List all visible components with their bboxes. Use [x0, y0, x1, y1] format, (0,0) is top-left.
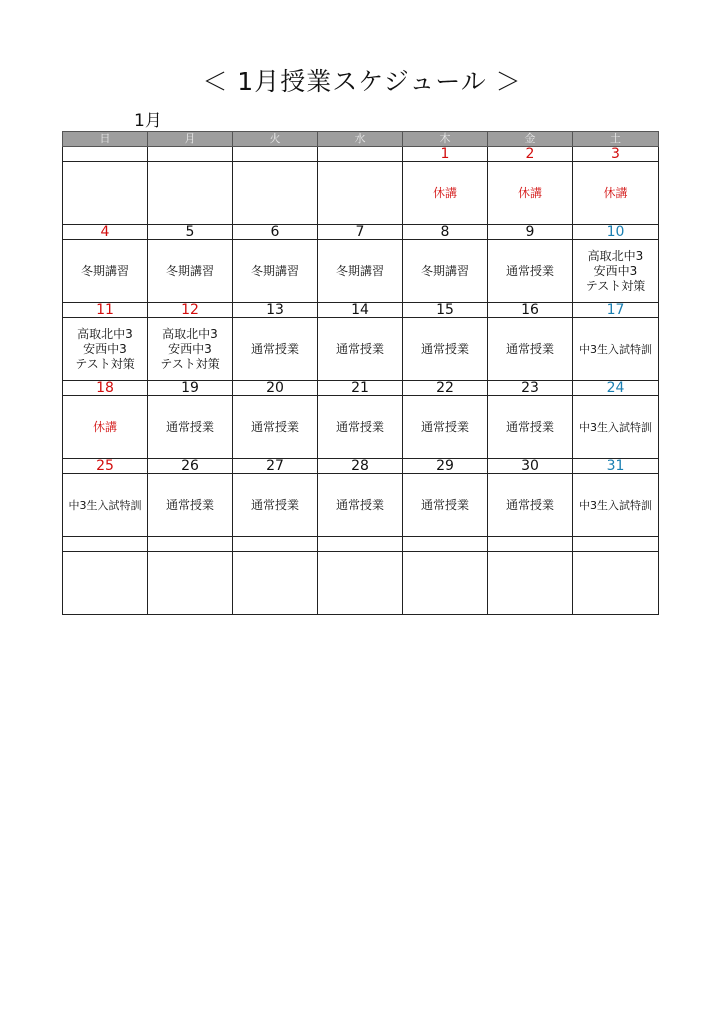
schedule-note: 通常授業 — [250, 419, 299, 434]
date-cell: 21 — [318, 381, 403, 396]
weekday-thu: 木 — [403, 132, 488, 147]
schedule-note: 通常授業 — [335, 497, 384, 512]
date-cell: 28 — [318, 459, 403, 474]
schedule-row — [63, 240, 659, 303]
schedule-cell — [488, 240, 573, 303]
schedule-note: 通常授業 — [420, 341, 469, 356]
schedule-note: 通常授業 — [335, 419, 384, 434]
date-cell — [318, 147, 403, 162]
schedule-cell — [573, 318, 659, 381]
schedule-note: 通常授業 — [505, 263, 554, 278]
schedule-cell — [233, 240, 318, 303]
date-cell: 20 — [233, 381, 318, 396]
schedule-note: 高取北中3 安西中3 テスト対策 — [75, 326, 135, 371]
date-cell: 5 — [148, 225, 233, 240]
schedule-cell — [63, 240, 148, 303]
date-cell: 4 — [63, 225, 148, 240]
schedule-row — [63, 396, 659, 459]
schedule-cell — [403, 396, 488, 459]
schedule-cell — [403, 552, 488, 615]
date-cell — [148, 147, 233, 162]
date-cell: 22 — [403, 381, 488, 396]
weekday-wed: 水 — [318, 132, 403, 147]
schedule-cell — [403, 240, 488, 303]
date-cell — [63, 147, 148, 162]
date-cell: 29 — [403, 459, 488, 474]
schedule-note: 中3生入試特訓 — [68, 498, 142, 512]
date-row — [63, 147, 659, 162]
schedule-note: 休講 — [603, 185, 628, 200]
date-cell: 18 — [63, 381, 148, 396]
schedule-cell — [488, 162, 573, 225]
schedule-cell — [488, 396, 573, 459]
schedule-cell — [233, 474, 318, 537]
schedule-note: 通常授業 — [505, 341, 554, 356]
schedule-cell — [63, 318, 148, 381]
weekday-sun: 日 — [63, 132, 148, 147]
date-cell: 6 — [233, 225, 318, 240]
schedule-row — [63, 552, 659, 615]
schedule-note: 通常授業 — [250, 497, 299, 512]
schedule-note: 冬期講習 — [250, 263, 299, 278]
page-title: ＜ 1月授業スケジュール ＞ — [202, 67, 522, 96]
schedule-cell — [403, 162, 488, 225]
schedule-cell — [148, 474, 233, 537]
date-cell: 12 — [148, 303, 233, 318]
schedule-note: 通常授業 — [335, 341, 384, 356]
schedule-cell — [148, 552, 233, 615]
schedule-cell — [233, 318, 318, 381]
date-cell: 25 — [63, 459, 148, 474]
schedule-note: 中3生入試特訓 — [579, 420, 652, 434]
date-cell — [233, 147, 318, 162]
schedule-note: 冬期講習 — [80, 263, 129, 278]
schedule-cell — [573, 396, 659, 459]
schedule-note: 通常授業 — [165, 419, 214, 434]
schedule-cell — [63, 396, 148, 459]
schedule-cell — [148, 396, 233, 459]
schedule-cell — [233, 396, 318, 459]
date-cell — [148, 537, 233, 552]
date-row — [63, 459, 659, 474]
schedule-row — [63, 474, 659, 537]
date-cell: 26 — [148, 459, 233, 474]
date-cell: 9 — [488, 225, 573, 240]
date-cell: 30 — [488, 459, 573, 474]
date-cell — [63, 537, 148, 552]
date-row — [63, 381, 659, 396]
date-row — [63, 225, 659, 240]
date-row — [63, 537, 659, 552]
month-label: 1月 — [134, 111, 162, 131]
schedule-cell — [148, 240, 233, 303]
weekday-sat: 土 — [573, 132, 659, 147]
schedule-cell — [403, 318, 488, 381]
schedule-cell — [488, 474, 573, 537]
date-cell — [573, 537, 659, 552]
calendar-table — [62, 131, 659, 615]
schedule-cell — [318, 240, 403, 303]
date-cell: 7 — [318, 225, 403, 240]
date-cell: 15 — [403, 303, 488, 318]
schedule-note: 冬期講習 — [420, 263, 469, 278]
schedule-cell — [233, 162, 318, 225]
schedule-cell — [488, 318, 573, 381]
date-cell: 24 — [573, 381, 659, 396]
date-cell: 2 — [488, 147, 573, 162]
schedule-note: 休講 — [517, 185, 542, 200]
schedule-cell — [488, 552, 573, 615]
schedule-cell — [318, 552, 403, 615]
schedule-note: 中3生入試特訓 — [579, 498, 652, 512]
schedule-cell — [573, 474, 659, 537]
schedule-cell — [573, 552, 659, 615]
date-cell: 27 — [233, 459, 318, 474]
schedule-cell — [63, 474, 148, 537]
schedule-note: 高取北中3 安西中3 テスト対策 — [585, 248, 646, 293]
date-cell: 10 — [573, 225, 659, 240]
date-cell: 3 — [573, 147, 659, 162]
schedule-note: 通常授業 — [420, 497, 469, 512]
schedule-note: 中3生入試特訓 — [579, 342, 652, 356]
schedule-note: 冬期講習 — [165, 263, 214, 278]
date-cell — [403, 537, 488, 552]
schedule-cell — [573, 162, 659, 225]
schedule-cell — [233, 552, 318, 615]
date-cell — [233, 537, 318, 552]
date-cell: 1 — [403, 147, 488, 162]
schedule-note: 通常授業 — [505, 497, 554, 512]
date-cell — [318, 537, 403, 552]
schedule-note: 通常授業 — [165, 497, 214, 512]
weekday-mon: 月 — [148, 132, 233, 147]
weekday-fri: 金 — [488, 132, 573, 147]
date-cell: 16 — [488, 303, 573, 318]
schedule-cell — [573, 240, 659, 303]
schedule-cell — [63, 162, 148, 225]
schedule-row — [63, 318, 659, 381]
schedule-cell — [63, 552, 148, 615]
date-cell: 23 — [488, 381, 573, 396]
schedule-note: 通常授業 — [250, 341, 299, 356]
schedule-cell — [148, 162, 233, 225]
schedule-note: 高取北中3 安西中3 テスト対策 — [160, 326, 220, 371]
date-cell: 11 — [63, 303, 148, 318]
date-cell — [488, 537, 573, 552]
date-cell: 13 — [233, 303, 318, 318]
schedule-note: 通常授業 — [420, 419, 469, 434]
date-cell: 8 — [403, 225, 488, 240]
weekday-tue: 火 — [233, 132, 318, 147]
schedule-note: 休講 — [92, 419, 117, 434]
schedule-cell — [148, 318, 233, 381]
weekday-header-row — [63, 132, 659, 147]
schedule-row — [63, 162, 659, 225]
schedule-note: 休講 — [432, 185, 457, 200]
schedule-cell — [318, 318, 403, 381]
schedule-cell — [318, 162, 403, 225]
date-cell: 17 — [573, 303, 659, 318]
date-row — [63, 303, 659, 318]
date-cell: 31 — [573, 459, 659, 474]
schedule-note: 冬期講習 — [335, 263, 384, 278]
schedule-note: 通常授業 — [505, 419, 554, 434]
date-cell: 14 — [318, 303, 403, 318]
schedule-cell — [403, 474, 488, 537]
date-cell: 19 — [148, 381, 233, 396]
schedule-cell — [318, 396, 403, 459]
schedule-cell — [318, 474, 403, 537]
